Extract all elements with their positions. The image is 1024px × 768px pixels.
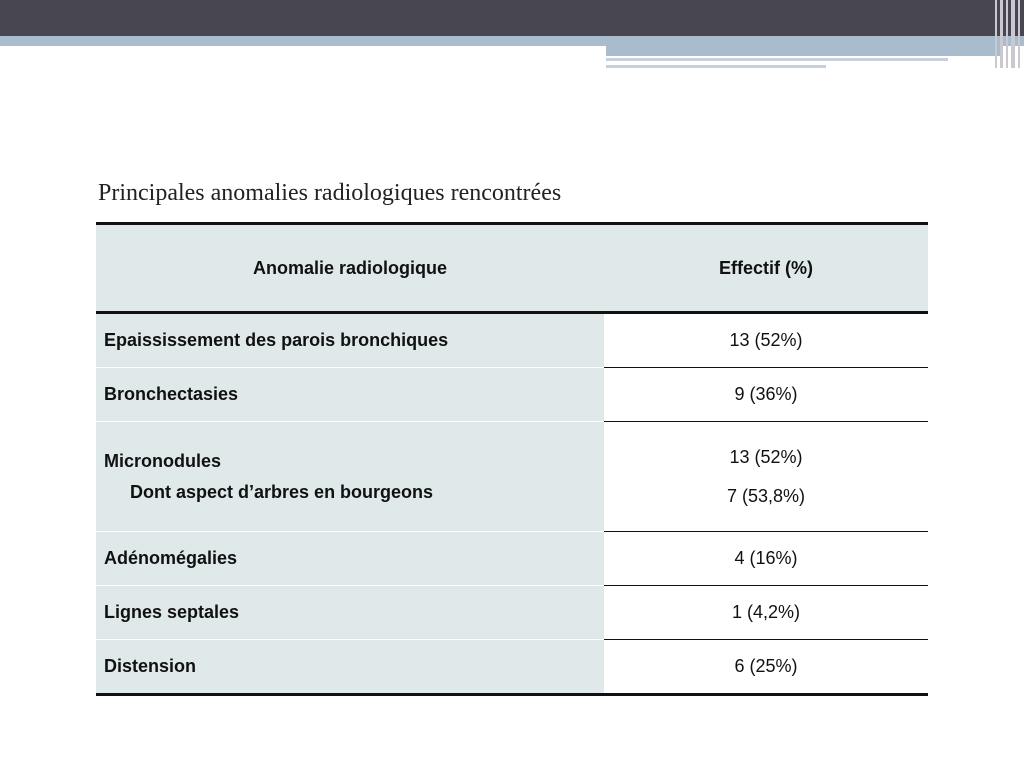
table-caption: Principales anomalies radiologiques rencontrées (98, 180, 562, 206)
row-value: 6 (25%) (604, 640, 928, 695)
banner-accent-line (606, 58, 948, 61)
banner-accent-block (606, 46, 1000, 56)
table-row (96, 640, 928, 695)
row-value-group (604, 422, 928, 532)
row-sub-label: Dont aspect d’arbres en bourgeons (130, 481, 434, 502)
top-banner (0, 0, 1024, 36)
row-value: 13 (52%) (604, 313, 928, 368)
row-label-group (96, 422, 604, 532)
banner-notch (0, 46, 606, 52)
banner-edge-bars (992, 0, 1024, 68)
row-label: Micronodules (104, 450, 222, 471)
row-value: 1 (4,2%) (604, 586, 928, 640)
table-row (96, 313, 928, 368)
row-label: Lignes septales (96, 586, 604, 640)
table-row (96, 422, 928, 532)
column-header-count: Effectif (%) (604, 224, 928, 313)
row-value: 4 (16%) (604, 532, 928, 586)
table-row (96, 368, 928, 422)
banner-accent-line (606, 65, 826, 68)
row-value: 13 (52%) (729, 446, 803, 467)
row-value: 9 (36%) (604, 368, 928, 422)
banner-accent-strip (0, 36, 1024, 46)
row-sub-value: 7 (53,8%) (726, 485, 806, 506)
row-label: Adénomégalies (96, 532, 604, 586)
table-row (96, 586, 928, 640)
column-header-anomaly: Anomalie radiologique (96, 224, 604, 313)
row-label: Epaississement des parois bronchiques (96, 313, 604, 368)
table-header-row (96, 224, 928, 313)
table-row (96, 532, 928, 586)
row-label: Bronchectasies (96, 368, 604, 422)
anomalies-table (96, 222, 928, 696)
row-label: Distension (96, 640, 604, 695)
